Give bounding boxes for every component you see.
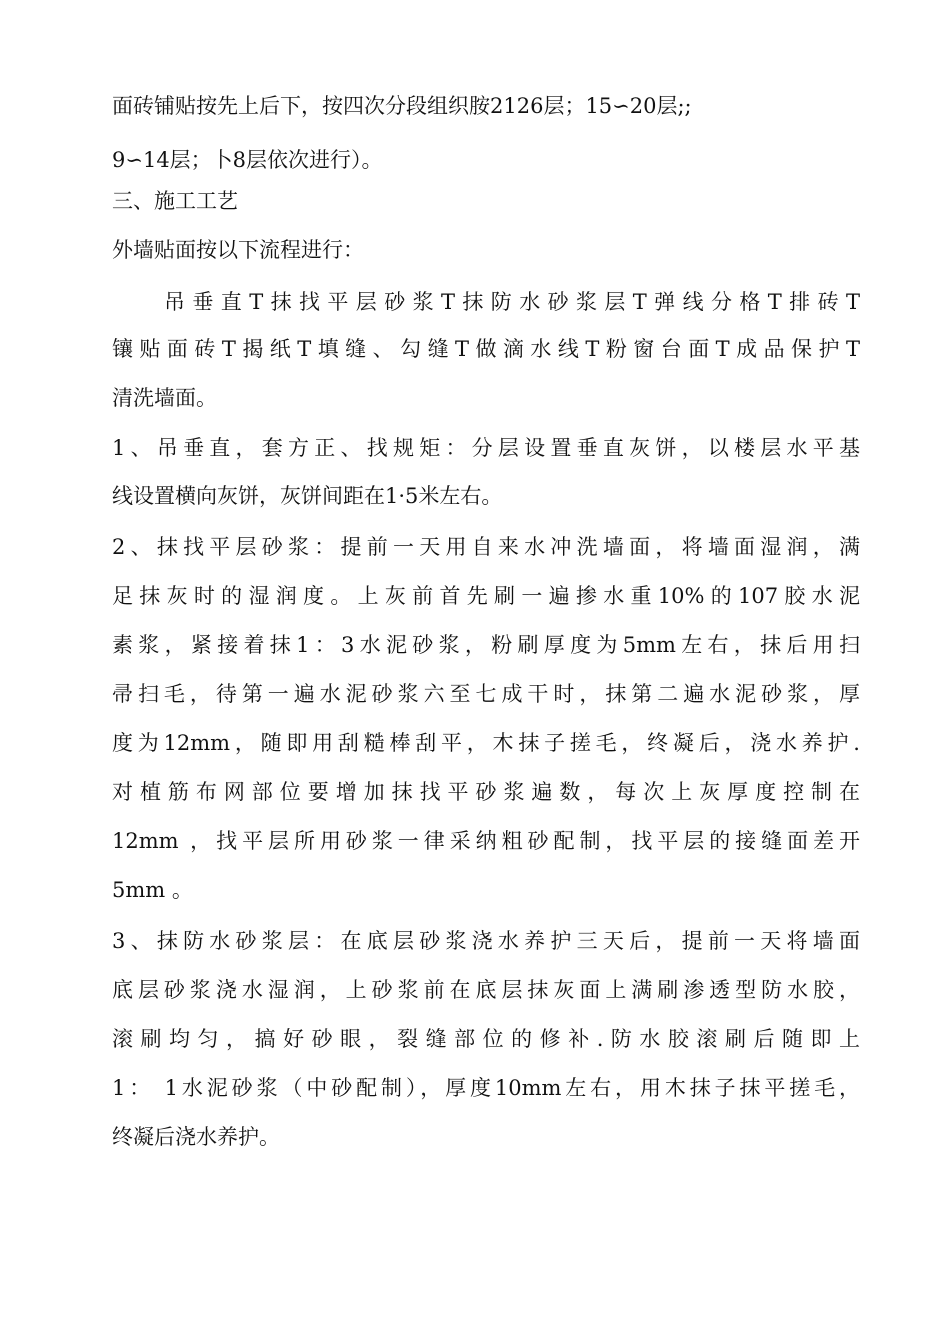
step-3-line-3: 滚刷均匀，搞好砂眼，裂缝部位的修补.防水胶滚刷后随即上: [112, 1027, 860, 1051]
step-2-line-5: 度为12mm，随即用刮糙棒刮平，木抹子搓毛，终凝后，浇水养护.: [112, 731, 860, 755]
step-2-line-7: 12mm ，找平层所用砂浆一律采纳粗砂配制，找平层的接缝面差开: [112, 829, 860, 853]
step-2-line-8: 5mm 。: [112, 878, 193, 902]
text-line-2: 9∽14层；卜8层依次进行）。: [112, 148, 383, 172]
step-2-line-3: 素浆，紧接着抹1：3水泥砂浆，粉刷厚度为5mm左右，抹后用扫: [112, 633, 860, 657]
step-3-line-5: 终凝后浇水养护。: [112, 1125, 280, 1149]
text-line-4: 外墙贴面按以下流程进行：: [112, 238, 364, 262]
process-flow-line-3: 清洗墙面。: [112, 386, 217, 410]
step-2-line-4: 帚扫毛，待第一遍水泥砂浆六至七成干时，抹第二遍水泥砂浆，厚: [112, 682, 860, 706]
step-2-line-6: 对植筋布网部位要增加抹找平砂浆遍数，每次上灰厚度控制在: [112, 780, 860, 804]
text-line-1: 面砖铺贴按先上后下，按四次分段组织胺2126层；15∽20层;;: [112, 94, 692, 118]
step-3-line-4: 1： 1水泥砂浆（中砂配制），厚度10mm左右，用木抹子抹平搓毛，: [112, 1076, 860, 1100]
process-flow-line-1: 吊垂直T抹找平层砂浆T抹防水砂浆层T弹线分格T排砖T: [164, 290, 860, 314]
step-1-line-2: 线设置横向灰饼，灰饼间距在1·5米左右。: [112, 484, 503, 508]
step-1-line-1: 1、吊垂直，套方正、找规矩：分层设置垂直灰饼，以楼层水平基: [112, 436, 860, 460]
process-flow-line-2: 镶贴面砖T揭纸T填缝、勾缝T做滴水线T粉窗台面T成品保护T: [112, 337, 860, 361]
section-heading: 三、施工工艺: [112, 189, 238, 213]
step-2-line-2: 足抹灰时的湿润度。上灰前首先刷一遍掺水重10%的107胶水泥: [112, 584, 860, 608]
step-2-line-1: 2、抹找平层砂浆：提前一天用自来水冲洗墙面，将墙面湿润，满: [112, 535, 860, 559]
step-3-line-2: 底层砂浆浇水湿润，上砂浆前在底层抹灰面上满刷渗透型防水胶，: [112, 978, 860, 1002]
step-3-line-1: 3、抹防水砂浆层：在底层砂浆浇水养护三天后，提前一天将墙面: [112, 929, 860, 953]
